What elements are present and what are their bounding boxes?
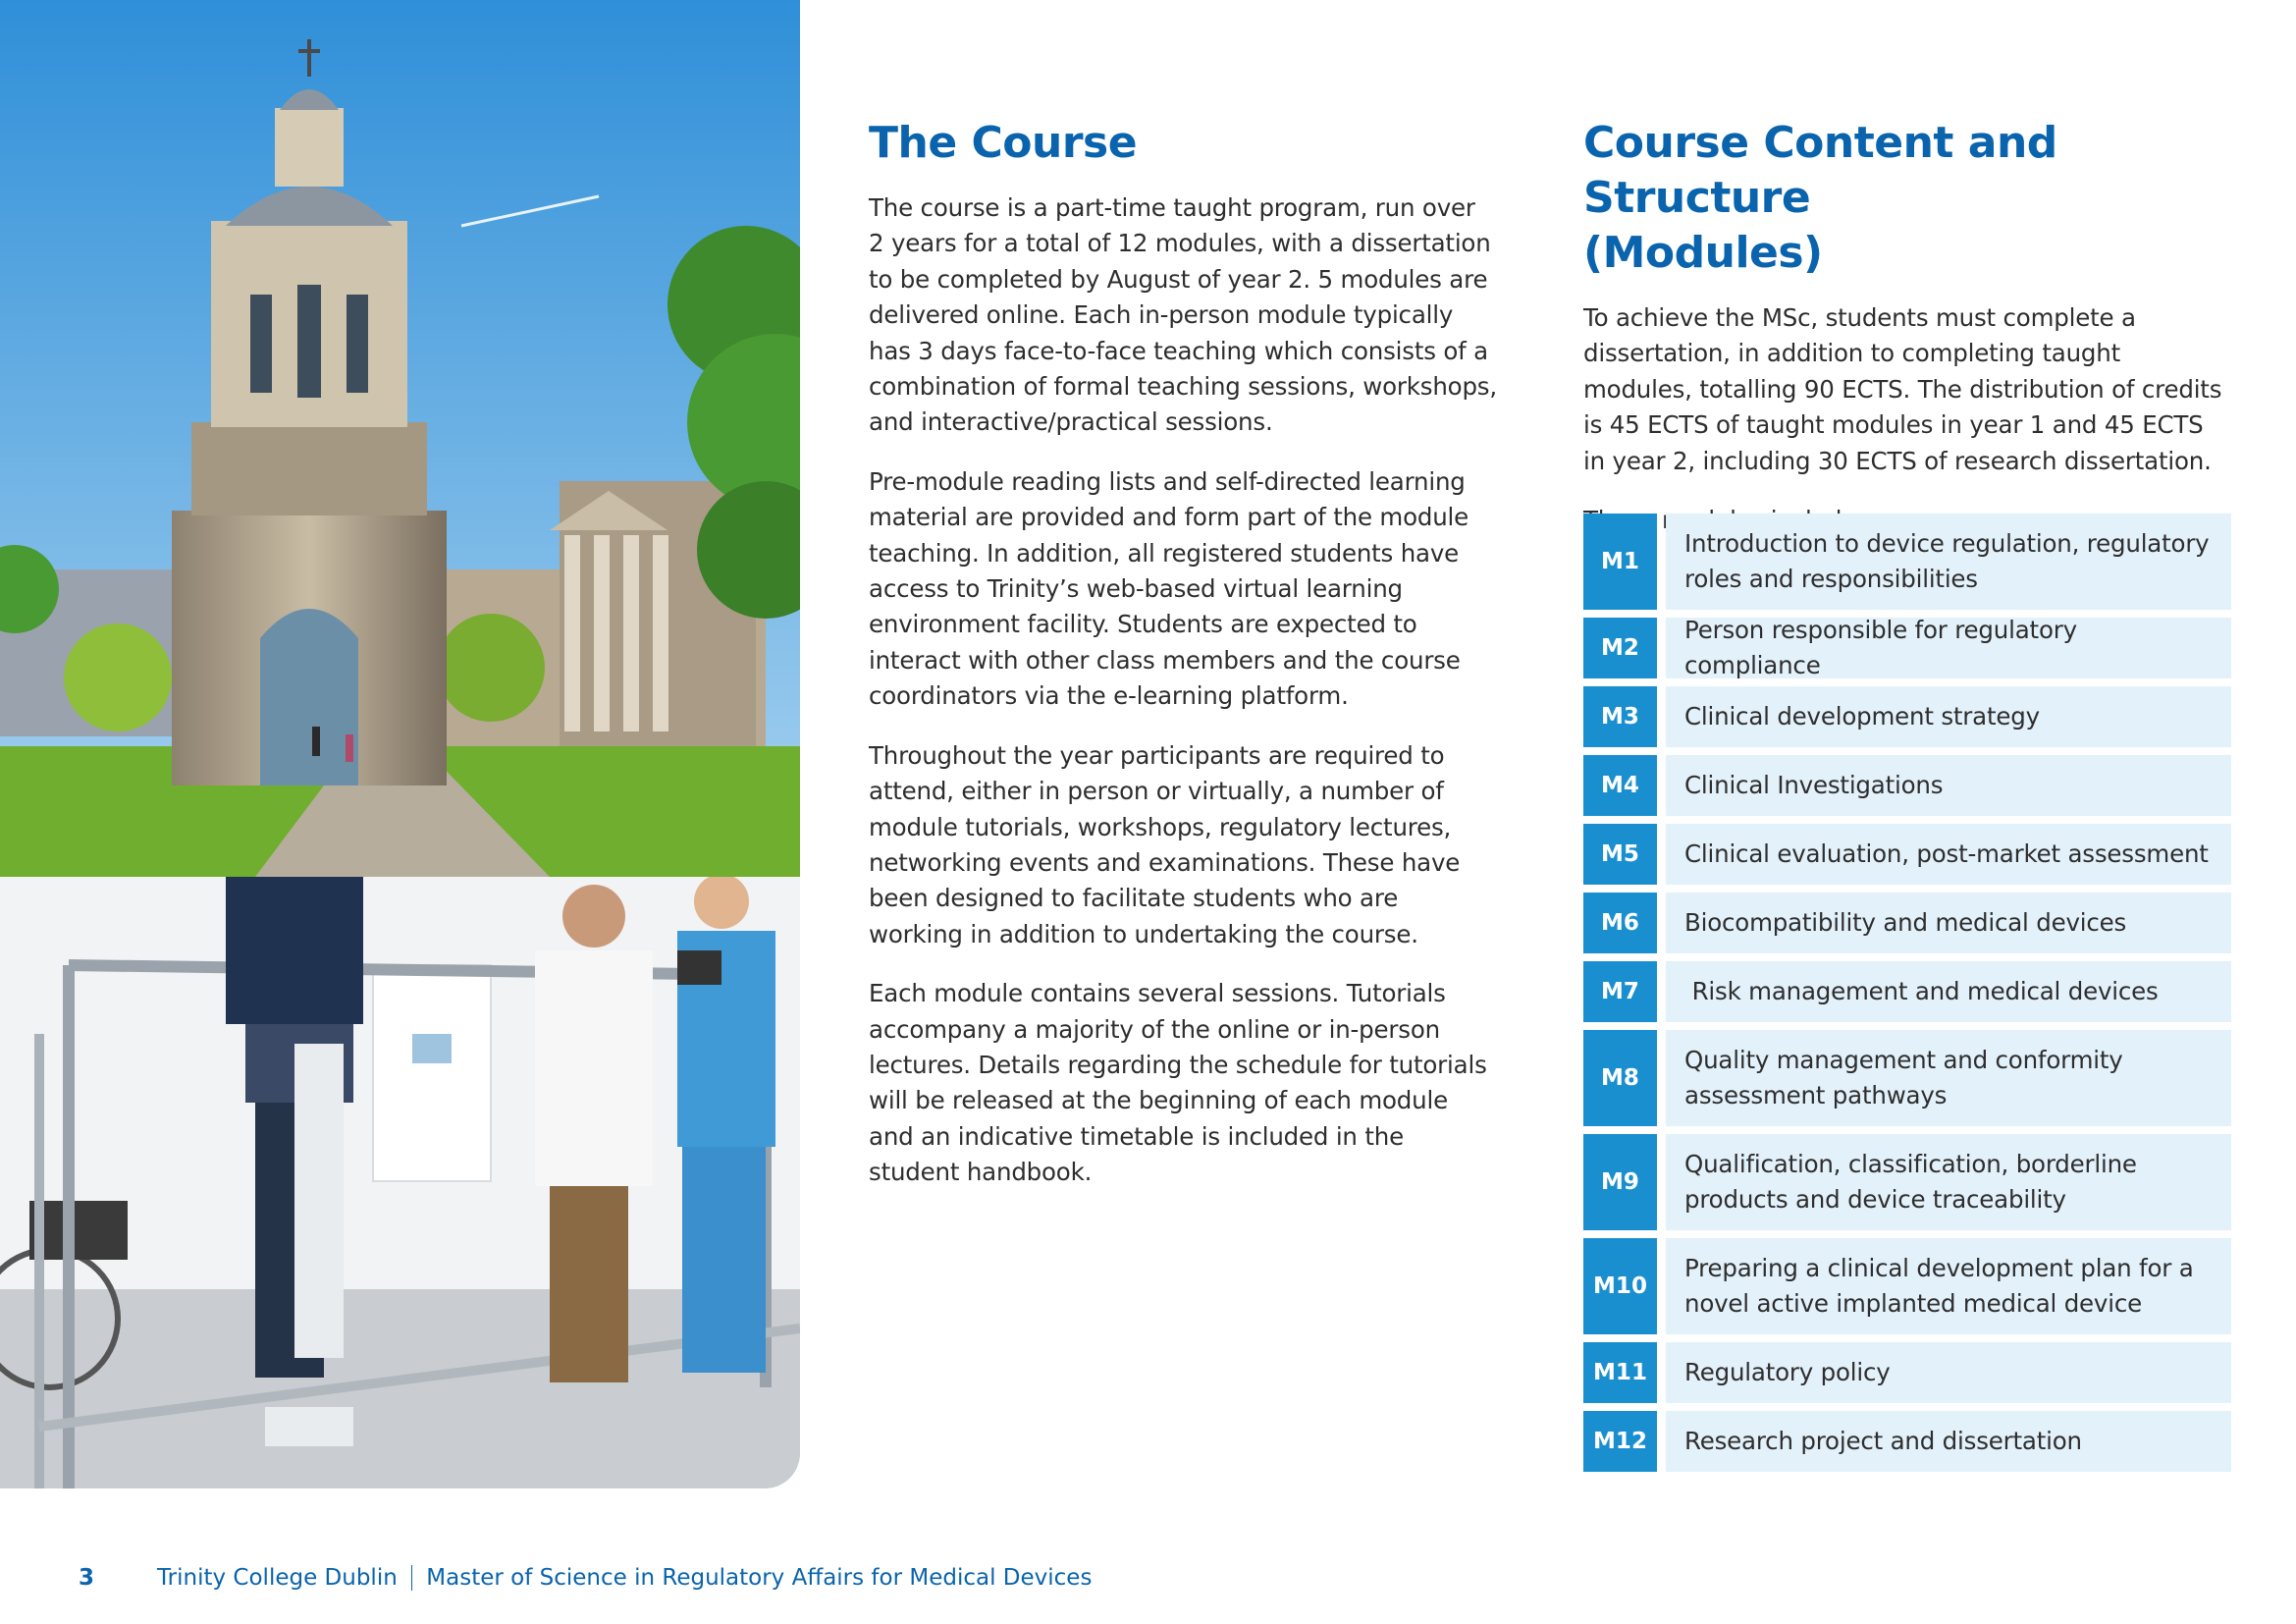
module-row — [1583, 824, 2231, 885]
module-code: M12 — [1583, 1411, 1657, 1472]
page-footer — [79, 1561, 1092, 1595]
module-code: M9 — [1583, 1134, 1657, 1230]
module-row — [1583, 893, 2231, 953]
module-row — [1583, 1342, 2231, 1403]
course-section — [869, 116, 1497, 1215]
course-paragraph-3: Throughout the year participants are required to attend, either in person or virtually, a number of module tutorials, workshops, regulatory lectures, networking events and examinations. These have been designed to facilitate students who are working in addition to undertaking the course. — [869, 740, 1461, 948]
module-title: Person responsible for regulatory compliance — [1666, 618, 2231, 678]
module-title: Clinical evaluation, post-market assessment — [1666, 824, 2231, 885]
campanile-photo — [0, 0, 800, 877]
module-code: M1 — [1583, 514, 1657, 610]
module-row — [1583, 755, 2231, 816]
module-code: M11 — [1583, 1342, 1657, 1403]
module-code: M8 — [1583, 1030, 1657, 1126]
structure-heading-line-1: Course Content and Structure — [1583, 118, 2057, 223]
module-title: Research project and dissertation — [1666, 1411, 2231, 1472]
module-title: Clinical Investigations — [1666, 755, 2231, 816]
course-paragraph-2: Pre-module reading lists and self-directed learning material are provided and form part of the module teaching. In addition, all registered students have access to Trinity’s web-based virtual learning environment facility. Students are expected to interact with other class members and the course coordinators via the e-learning platform. — [869, 466, 1469, 711]
module-row — [1583, 514, 2231, 610]
module-code: M6 — [1583, 893, 1657, 953]
module-title: Preparing a clinical development plan for a novel active implanted medical device — [1666, 1238, 2231, 1334]
structure-intro: To achieve the MSc, students must complete a dissertation, in addition to completing taught modules, totalling 90 ECTS. The distribution of credits is 45 ECTS of taught modules in year 1 and 45 ECTS in year 2, including 30 ECTS of research dissertation. — [1583, 303, 2222, 475]
module-title: Qualification, classification, borderline products and device traceability — [1666, 1134, 2231, 1230]
module-code: M4 — [1583, 755, 1657, 816]
photo-column — [0, 0, 800, 1489]
footer-institution: Trinity College Dublin — [157, 1565, 398, 1591]
module-row — [1583, 1030, 2231, 1126]
module-code: M7 — [1583, 961, 1657, 1022]
module-row — [1583, 1411, 2231, 1472]
module-title: Regulatory policy — [1666, 1342, 2231, 1403]
structure-section — [1583, 116, 2231, 562]
module-row — [1583, 1134, 2231, 1230]
module-code: M5 — [1583, 824, 1657, 885]
module-title: Quality management and conformity assessment pathways — [1666, 1030, 2231, 1126]
module-code: M10 — [1583, 1238, 1657, 1334]
module-row — [1583, 618, 2231, 678]
course-paragraph-1: The course is a part-time taught program, run over 2 years for a total of 12 modules, with a dissertation to be completed by August of year 2. 5 modules are delivered online. Each in-person module typically has 3 days face-to-face teaching which consists of a combination of formal teaching sessions, workshops, and interactive/practical sessions. — [869, 193, 1497, 437]
rehabilitation-photo — [0, 877, 800, 1489]
page-number: 3 — [79, 1565, 95, 1591]
module-title: Introduction to device regulation, regulatory roles and responsibilities — [1666, 514, 2231, 610]
module-title: Biocompatibility and medical devices — [1666, 893, 2231, 953]
course-heading: The Course — [869, 118, 1138, 168]
module-title: Risk management and medical devices — [1666, 961, 2231, 1022]
module-title: Clinical development strategy — [1666, 686, 2231, 747]
structure-heading-line-2: (Modules) — [1583, 228, 1823, 278]
module-code: M3 — [1583, 686, 1657, 747]
module-row — [1583, 686, 2231, 747]
module-row — [1583, 961, 2231, 1022]
course-paragraph-4: Each module contains several sessions. Tutorials accompany a majority of the online or in-person lectures. Details regarding the schedule for tutorials will be released at the beginning of each module and an indicative timetable is included in the student handbook. — [869, 979, 1487, 1187]
module-row — [1583, 1238, 2231, 1334]
footer-divider — [411, 1565, 413, 1591]
structure-heading — [1583, 116, 2231, 281]
modules-table — [1583, 514, 2231, 1480]
footer-programme: Master of Science in Regulatory Affairs for Medical Devices — [426, 1565, 1093, 1591]
module-code: M2 — [1583, 618, 1657, 678]
